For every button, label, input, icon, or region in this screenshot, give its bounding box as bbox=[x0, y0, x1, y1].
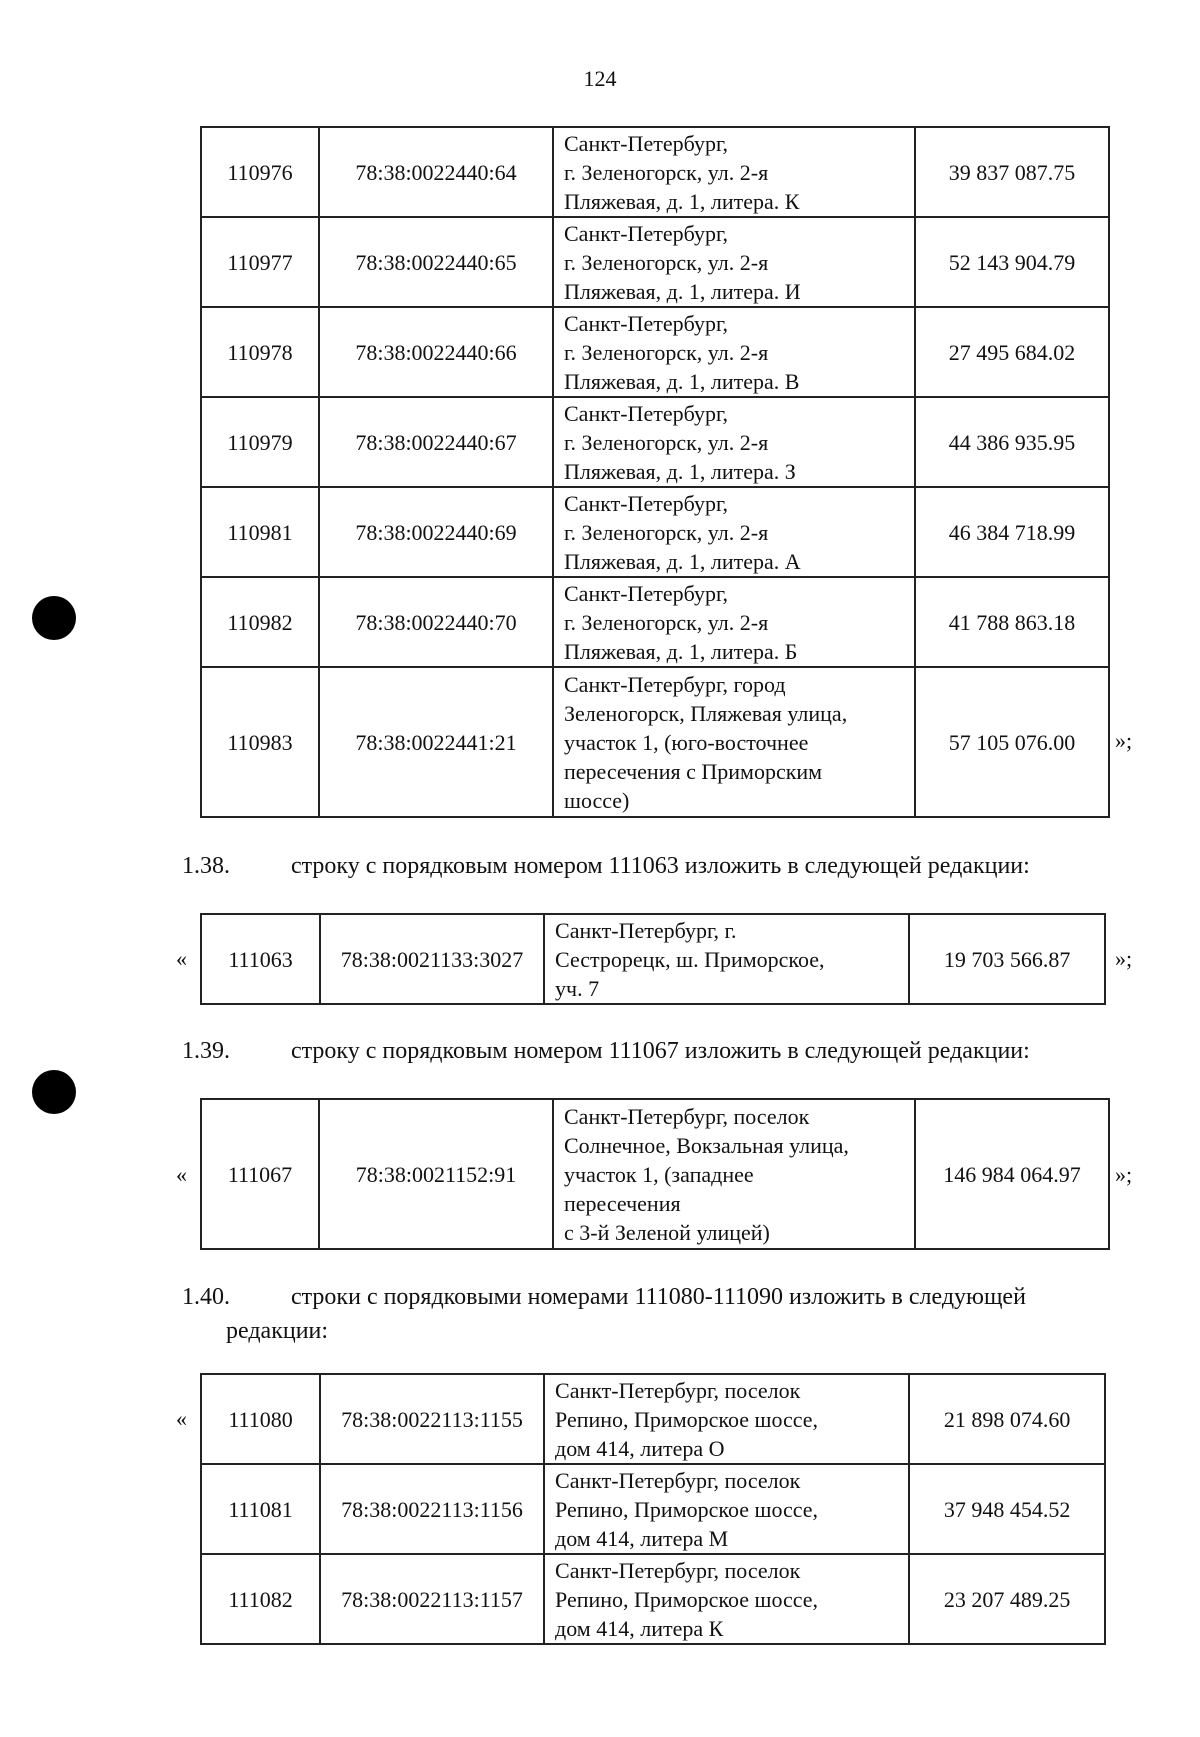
clause-number: 1.39. bbox=[182, 1038, 230, 1064]
table-row bbox=[201, 1464, 1105, 1554]
cadastral-value: 52 143 904.79 bbox=[915, 217, 1109, 307]
closing-quote: »; bbox=[1115, 946, 1133, 971]
cadastral-value: 146 984 064.97 bbox=[915, 1099, 1109, 1249]
row-number: 111063 bbox=[201, 914, 320, 1004]
page-number: 124 bbox=[583, 66, 617, 91]
cadastral-value: 21 898 074.60 bbox=[909, 1374, 1105, 1464]
row-number: 110978 bbox=[201, 307, 319, 397]
cadastral-table-3 bbox=[200, 1098, 1110, 1250]
opening-quote: « bbox=[176, 1162, 187, 1187]
table-row bbox=[201, 1099, 1109, 1249]
row-number: 111067 bbox=[201, 1099, 319, 1249]
address: Санкт-Петербург, поселок Репино, Приморское шоссе, дом 414, литера О bbox=[544, 1374, 909, 1464]
closing-quote: »; bbox=[1115, 728, 1133, 753]
cadastral-number: 78:38:0022440:64 bbox=[319, 127, 553, 217]
address: Санкт-Петербург, поселок Репино, Приморское шоссе, дом 414, литера К bbox=[544, 1554, 909, 1644]
table-row bbox=[201, 577, 1109, 667]
cadastral-value: 27 495 684.02 bbox=[915, 307, 1109, 397]
binder-hole-mark bbox=[32, 596, 76, 640]
opening-quote: « bbox=[176, 1406, 187, 1431]
address: Санкт-Петербург, г. Зеленогорск, ул. 2-я Пляжевая, д. 1, литера. З bbox=[553, 397, 915, 487]
cadastral-value: 57 105 076.00 bbox=[915, 667, 1109, 817]
row-number: 110981 bbox=[201, 487, 319, 577]
cadastral-value: 41 788 863.18 bbox=[915, 577, 1109, 667]
cadastral-number: 78:38:0022440:67 bbox=[319, 397, 553, 487]
opening-quote: « bbox=[176, 946, 187, 971]
cadastral-number: 78:38:0022440:70 bbox=[319, 577, 553, 667]
row-number: 111080 bbox=[201, 1374, 320, 1464]
table-row bbox=[201, 1374, 1105, 1464]
binder-hole-mark bbox=[32, 1070, 76, 1114]
clause-number: 1.38. bbox=[182, 853, 230, 879]
address: Санкт-Петербург, г. Зеленогорск, ул. 2-я Пляжевая, д. 1, литера. В bbox=[553, 307, 915, 397]
cadastral-number: 78:38:0022113:1157 bbox=[320, 1554, 544, 1644]
table-row bbox=[201, 487, 1109, 577]
cadastral-value: 23 207 489.25 bbox=[909, 1554, 1105, 1644]
cadastral-table-4 bbox=[200, 1373, 1106, 1645]
cadastral-value: 19 703 566.87 bbox=[909, 914, 1105, 1004]
table-row bbox=[201, 667, 1109, 817]
cadastral-number: 78:38:0022113:1156 bbox=[320, 1464, 544, 1554]
cadastral-number: 78:38:0021152:91 bbox=[319, 1099, 553, 1249]
clause-1-40-continuation: редакции: bbox=[226, 1318, 329, 1344]
table-row bbox=[201, 127, 1109, 217]
table-row bbox=[201, 217, 1109, 307]
clause-1-39 bbox=[182, 1034, 1147, 1068]
address: Санкт-Петербург, город Зеленогорск, Пляжевая улица, участок 1, (юго-восточнее пересечения с Приморским шоссе) bbox=[553, 667, 915, 817]
clause-text: строку с порядковым номером 111067 изложить в следующей редакции: bbox=[291, 1038, 1030, 1064]
cadastral-table-2 bbox=[200, 913, 1106, 1005]
cadastral-number: 78:38:0022441:21 bbox=[319, 667, 553, 817]
cadastral-table-1 bbox=[200, 126, 1110, 818]
row-number: 111081 bbox=[201, 1464, 320, 1554]
clause-text: строки с порядковыми номерами 111080-111090 изложить в следующей bbox=[291, 1284, 1026, 1310]
cadastral-number: 78:38:0021133:3027 bbox=[320, 914, 544, 1004]
address: Санкт-Петербург, поселок Репино, Приморское шоссе, дом 414, литера М bbox=[544, 1464, 909, 1554]
row-number: 110977 bbox=[201, 217, 319, 307]
address: Санкт-Петербург, г. Зеленогорск, ул. 2-я Пляжевая, д. 1, литера. А bbox=[553, 487, 915, 577]
row-number: 110976 bbox=[201, 127, 319, 217]
address: Санкт-Петербург, г. Сестрорецк, ш. Приморское, уч. 7 bbox=[544, 914, 909, 1004]
row-number: 111082 bbox=[201, 1554, 320, 1644]
address: Санкт-Петербург, г. Зеленогорск, ул. 2-я Пляжевая, д. 1, литера. К bbox=[553, 127, 915, 217]
cadastral-number: 78:38:0022440:69 bbox=[319, 487, 553, 577]
closing-quote: »; bbox=[1115, 1162, 1133, 1187]
cadastral-value: 37 948 454.52 bbox=[909, 1464, 1105, 1554]
cadastral-value: 44 386 935.95 bbox=[915, 397, 1109, 487]
clause-1-38 bbox=[182, 849, 1147, 883]
table-row bbox=[201, 1554, 1105, 1644]
cadastral-number: 78:38:0022113:1155 bbox=[320, 1374, 544, 1464]
clause-text: строку с порядковым номером 111063 изложить в следующей редакции: bbox=[291, 853, 1030, 879]
table-row bbox=[201, 307, 1109, 397]
table-row bbox=[201, 397, 1109, 487]
clause-number: 1.40. bbox=[182, 1284, 230, 1310]
row-number: 110979 bbox=[201, 397, 319, 487]
address: Санкт-Петербург, г. Зеленогорск, ул. 2-я Пляжевая, д. 1, литера. Б bbox=[553, 577, 915, 667]
address: Санкт-Петербург, г. Зеленогорск, ул. 2-я Пляжевая, д. 1, литера. И bbox=[553, 217, 915, 307]
cadastral-number: 78:38:0022440:66 bbox=[319, 307, 553, 397]
row-number: 110983 bbox=[201, 667, 319, 817]
row-number: 110982 bbox=[201, 577, 319, 667]
address: Санкт-Петербург, поселок Солнечное, Вокзальная улица, участок 1, (западнее пересечения с 3-й Зеленой улицей) bbox=[553, 1099, 915, 1249]
cadastral-value: 46 384 718.99 bbox=[915, 487, 1109, 577]
clause-1-40 bbox=[182, 1280, 1147, 1314]
cadastral-value: 39 837 087.75 bbox=[915, 127, 1109, 217]
table-row bbox=[201, 914, 1105, 1004]
cadastral-number: 78:38:0022440:65 bbox=[319, 217, 553, 307]
